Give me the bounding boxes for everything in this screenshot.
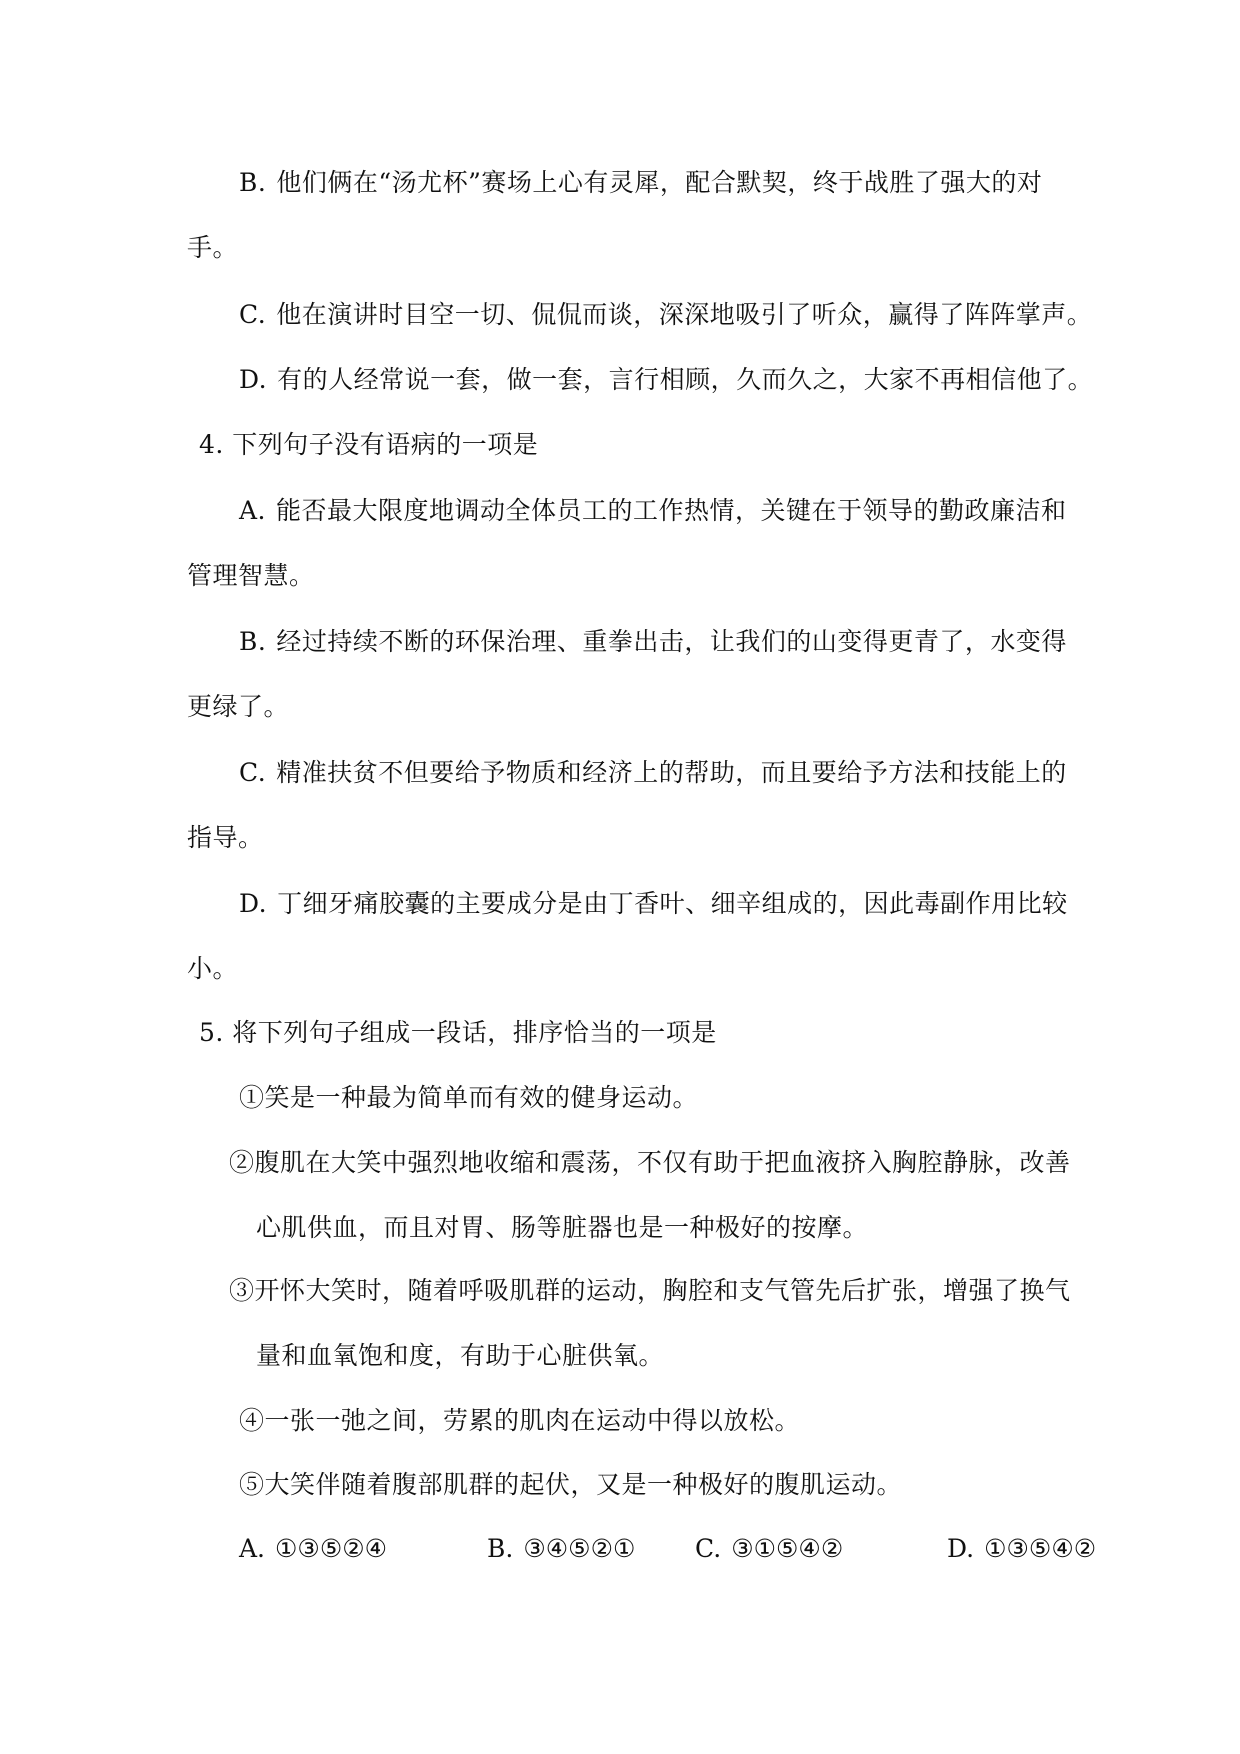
option-label: B. [239,168,267,197]
option-text: ①③⑤②④ [275,1534,388,1563]
q4-option-b-line1 [239,625,1067,659]
q4-option-d-line1 [239,887,1068,921]
option-text: 能否最大限度地调动全体员工的工作热情，关键在于领导的勤政廉洁和 [276,496,1067,525]
q5-sentence-2-line2: 心肌供血，而且对胃、肠等脏器也是一种极好的按摩。 [256,1213,869,1242]
option-label: D. [239,889,268,918]
q5-sentence-4: ④一张一弛之间，劳累的肌肉在运动中得以放松。 [239,1406,801,1435]
option-label: D. [947,1534,975,1563]
option-label: D. [239,365,268,394]
q4-option-c-line1 [239,756,1067,790]
q4-option-b-line2: 更绿了。 [187,692,290,721]
q3-option-c [239,298,1092,332]
q5-answer-a [239,1532,387,1566]
q4-stem: 4. 下列句子没有语病的一项是 [199,430,539,459]
q5-sentence-5: ⑤大笑伴随着腹部肌群的起伏，又是一种极好的腹肌运动。 [239,1470,903,1499]
option-label: A. [239,1534,266,1563]
option-label: C. [695,1534,722,1563]
q5-sentence-2-line1: ②腹肌在大笑中强烈地收缩和震荡，不仅有助于把血液挤入胸腔静脉，改善 [229,1148,1071,1177]
option-text: ①③⑤④② [984,1534,1097,1563]
q5-answer-d [947,1532,1096,1566]
q5-stem: 5. 将下列句子组成一段话，排序恰当的一项是 [199,1018,717,1047]
q4-option-c-line2: 指导。 [187,823,264,852]
option-text: ③①⑤④② [731,1534,844,1563]
q4-option-a-line2: 管理智慧。 [187,561,315,590]
option-text: ③④⑤②① [523,1534,636,1563]
q5-sentence-1: ①笑是一种最为简单而有效的健身运动。 [239,1083,699,1112]
option-label: C. [239,758,267,787]
option-text: 精准扶贫不但要给予物质和经济上的帮助，而且要给予方法和技能上的 [276,758,1067,787]
q5-sentence-3-line1: ③开怀大笑时，随着呼吸肌群的运动，胸腔和支气管先后扩张，增强了换气 [229,1276,1071,1305]
option-text: 他在演讲时目空一切、侃侃而谈，深深地吸引了听众，赢得了阵阵掌声。 [276,300,1093,329]
option-text: 他们俩在“汤尤杯”赛场上心有灵犀，配合默契，终于战胜了强大的对 [276,168,1043,197]
option-text: 经过持续不断的环保治理、重拳出击，让我们的山变得更青了，水变得 [276,627,1067,656]
option-label: B. [239,627,267,656]
q4-option-d-line2: 小。 [187,954,239,983]
option-text: 有的人经常说一套，做一套，言行相顾，久而久之，大家不再相信他了。 [277,365,1094,394]
q4-option-a-line1 [239,494,1067,528]
option-label: C. [239,300,267,329]
q5-answer-c [695,1532,843,1566]
q3-option-d [239,363,1093,397]
q5-answer-b [487,1532,635,1566]
option-label: B. [487,1534,514,1563]
q3-option-b-line1 [239,166,1042,200]
q3-option-b-line2: 手。 [187,233,239,262]
q5-sentence-3-line2: 量和血氧饱和度，有助于心脏供氧。 [256,1341,665,1370]
option-text: 丁细牙痛胶囊的主要成分是由丁香叶、细辛组成的，因此毒副作用比较 [277,889,1068,918]
option-label: A. [239,496,267,525]
